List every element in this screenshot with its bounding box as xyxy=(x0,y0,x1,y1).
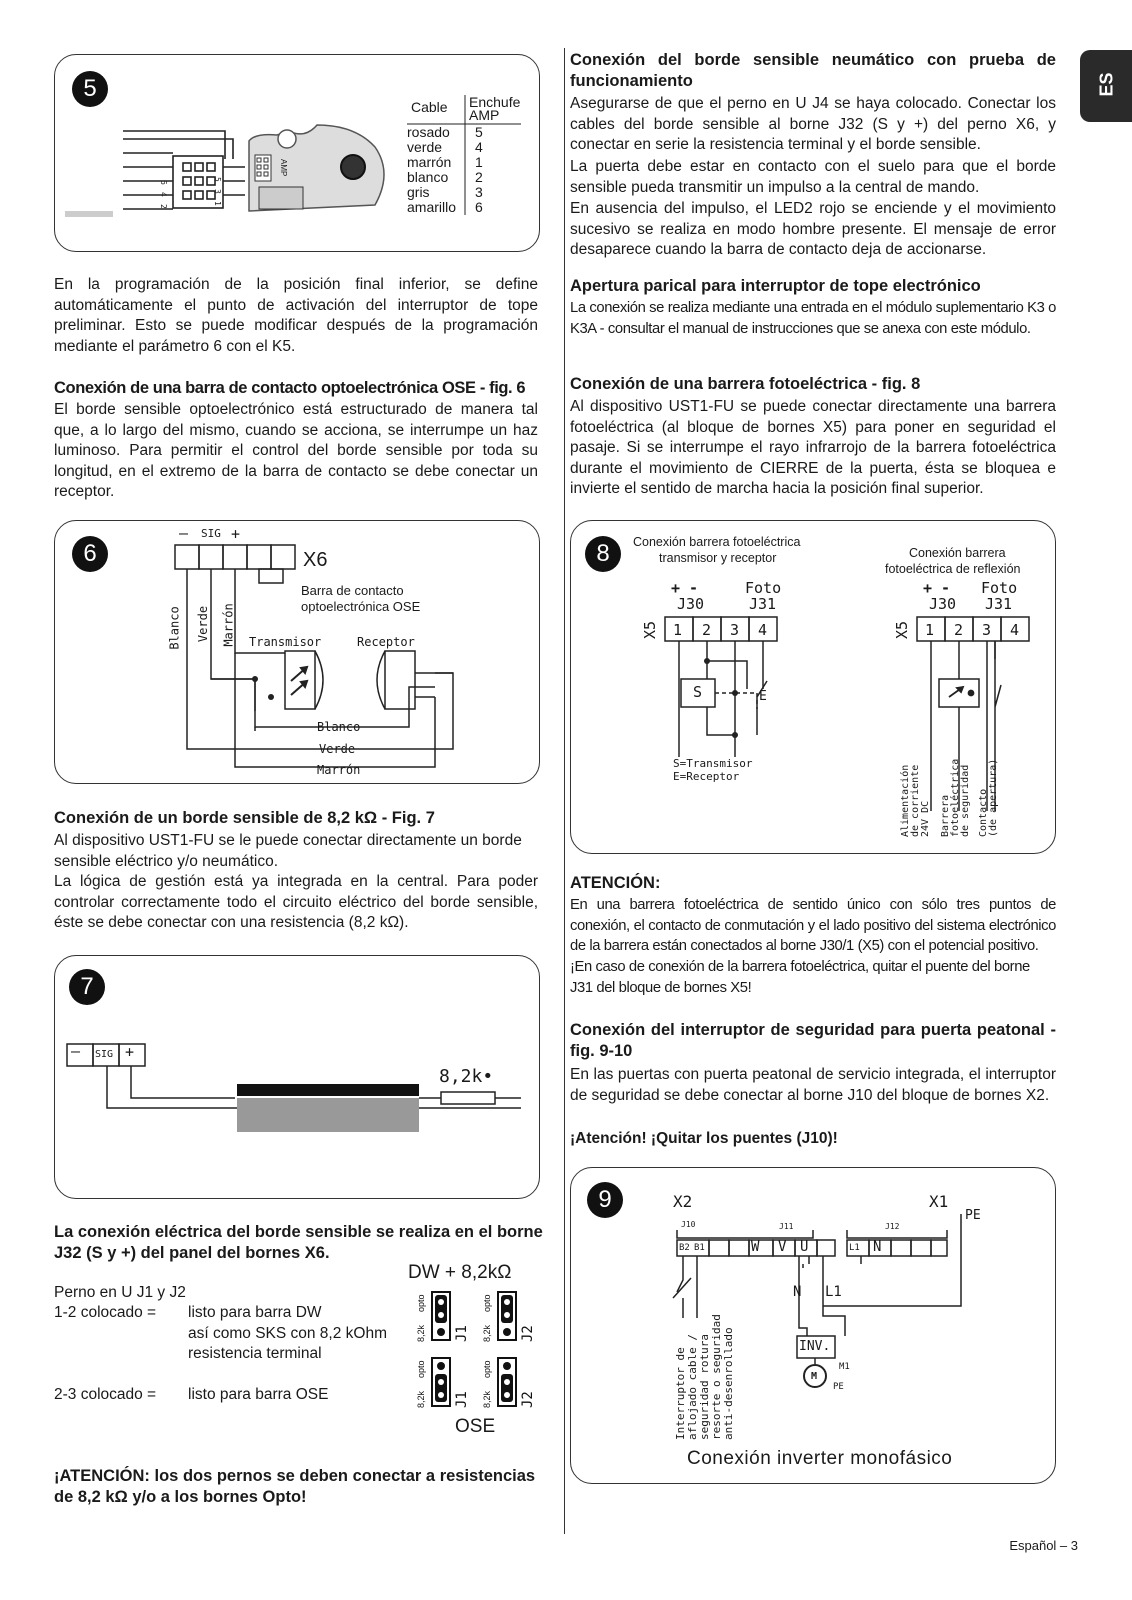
paragraph-8-2k-a: Al dispositivo UST1-FU se le puede conectar directamente un borde sensible eléctrico y/o neumático. xyxy=(54,832,522,870)
fig8-n2-right: 2 xyxy=(954,621,964,639)
u-label: U xyxy=(800,1239,809,1255)
language-tab xyxy=(1080,50,1132,122)
heading-photocell: Conexión de una barrera fotoeléctrica - fig. 8 xyxy=(570,375,921,393)
cable-header: Cable xyxy=(411,99,448,115)
fig8-n4-right: 4 xyxy=(1010,621,1020,639)
j1-top: J1 xyxy=(454,1325,470,1342)
jumper-82k-2: 8,2k xyxy=(482,1324,492,1342)
heading-partial: Apertura parical para interruptor de tope electrónico xyxy=(570,277,981,295)
bottom-blanco: Blanco xyxy=(317,720,361,734)
heading-8-2k: Conexión de un borde sensible de 8,2 kΩ - Fig. 7 xyxy=(54,809,435,827)
terminal-plus: + xyxy=(231,525,241,543)
fig8-e-box: E xyxy=(759,689,767,704)
svg-text:2: 2 xyxy=(159,204,168,209)
fig8-title-1a: Conexión barrera fotoeléctrica xyxy=(633,535,801,549)
fig8-x5-right: X5 xyxy=(893,620,912,640)
fig8-n1-left: 1 xyxy=(673,621,683,639)
paragraph-pneumatic-2: La puerta debe estar en contacto con el suelo para que el borde sensible pueda transmitir un impulso a la central de mando. xyxy=(570,158,1056,196)
j2-top: J2 xyxy=(520,1325,536,1342)
fig8-n3-left: 3 xyxy=(730,621,740,639)
terminal-minus: – xyxy=(179,524,189,542)
bottom-verde: Verde xyxy=(319,742,356,756)
paragraph-8-2k-b: La lógica de gestión está ya integrada en la central. Para poder controlar correctamente todo el circuito eléctrico del borde sensible, éste se debe conectar con una resistencia (8,2 kΩ). xyxy=(54,873,538,931)
paragraph-photocell: Al dispositivo UST1-FU se puede conectar directamente una barrera fotoeléctrica (al bloque de bornes X5) para poner en seguridad el pasaje. Si se interrumpe el rayo infrarrojo de la barrera fotoeléctrica durante el movimiento de CIERRE de la puerta, ésta se bloquea e invierte el sentido de marcha hacia la posición final superior. xyxy=(570,398,1056,497)
figure-6 xyxy=(54,520,540,784)
table-row: blanco 2 xyxy=(407,169,483,185)
amp-label: AMP xyxy=(279,159,288,177)
table-row: marrón 1 xyxy=(407,154,483,170)
perno-12-val3: resistencia terminal xyxy=(188,1345,322,1362)
inverter-label: INV. xyxy=(799,1339,831,1354)
fig8-j30-left: J30 xyxy=(677,595,705,613)
language-tab-label: ES xyxy=(1096,72,1117,97)
dw-label: DW + 8,2kΩ xyxy=(408,1262,512,1283)
receiver-label: Receptor xyxy=(357,635,415,649)
perno-12-val2: así como SKS con 8,2 kOhm xyxy=(188,1325,388,1342)
j2-bottom: J2 xyxy=(520,1391,536,1408)
b1-label: B1 xyxy=(694,1243,705,1253)
jumper-82k-3: 8,2k xyxy=(416,1390,426,1408)
bar-label-2: optoelectrónica OSE xyxy=(301,599,421,614)
fig8-title-2a: Conexión barrera xyxy=(909,546,1006,560)
paragraph-partial: La conexión se realiza mediante una entrada en el módulo suplementario K3 o K3A - consultar el manual de instrucciones que se anexa con este módulo. xyxy=(570,300,1056,337)
table-row: verde 4 xyxy=(407,139,483,155)
figure-6-drawing xyxy=(55,521,539,783)
x1-label: X1 xyxy=(929,1192,949,1211)
wire-marron: Marrón xyxy=(221,603,236,647)
fig8-title-1b: transmisor y receptor xyxy=(659,551,777,565)
fig8-pm-right: + - xyxy=(923,579,951,597)
attention-bridges: ¡Atención! ¡Quitar los puentes (J10)! xyxy=(570,1130,838,1147)
heading-attention: ATENCIÓN: xyxy=(570,874,661,892)
figure-9 xyxy=(570,1167,1056,1484)
j10-label: J10 xyxy=(681,1220,696,1229)
j12-label: J12 xyxy=(885,1222,900,1231)
motor-label: M xyxy=(811,1371,818,1382)
perno-23-val: listo para barra OSE xyxy=(188,1386,329,1403)
figure-6-number: 6 xyxy=(72,536,108,572)
jumper-opto-1: opto xyxy=(416,1294,426,1312)
fig8-j31-left: J31 xyxy=(749,595,777,613)
table-row: amarillo 6 xyxy=(407,199,483,215)
paragraph-attention-2: ¡En caso de conexión de la barrera fotoeléctrica, quitar el puente del borne J31 del bloque de bornes X5! xyxy=(570,959,1030,996)
column-divider xyxy=(564,48,565,1534)
fig8-j31-right: J31 xyxy=(985,595,1013,613)
bar-label-1: Barra de contacto xyxy=(301,583,404,598)
n-terminal: N xyxy=(873,1239,882,1255)
fig8-s-box: S xyxy=(693,683,703,701)
fig8-j30-right: J30 xyxy=(929,595,957,613)
transmitter-label: Transmisor xyxy=(249,635,322,649)
heading-safety: Conexión del interruptor de seguridad para puerta peatonal - fig. 9-10 xyxy=(570,1021,1056,1060)
paragraph-pneumatic-3: En ausencia del impulso, el LED2 rojo se enciende y el movimiento sucesivo se realiza en modo hombre presente. El mensaje de error desaparece cuando la barra de contacto deja de accionarse. xyxy=(570,200,1056,258)
fig8-s-legend: S=Transmisor xyxy=(673,757,753,770)
jumper-opto-2: opto xyxy=(482,1294,492,1312)
fig9-vertical-labels: Interruptor de aflojado cable / seguridad rotura resorte o seguridad anti-desenrollado xyxy=(674,1314,735,1440)
x2-label: X2 xyxy=(673,1192,693,1211)
fig7-plus: + xyxy=(125,1043,135,1061)
perno-12-val1: listo para barra DW xyxy=(188,1304,322,1321)
heading-ose: Conexión de una barra de contacto optoelectrónica OSE - fig. 6 xyxy=(54,379,526,397)
fig8-vertical-labels: Alimentación de corriente 24V DC Barrera fotoeléctrica de seguridad Contacto (de apertura) xyxy=(900,758,999,837)
plug-header: Enchufe xyxy=(469,94,521,110)
l1-wire-label: L1 xyxy=(825,1284,842,1300)
svg-text:4: 4 xyxy=(159,192,168,197)
page-footer: Español – 3 xyxy=(1009,1538,1078,1553)
fig8-foto-left: Foto xyxy=(745,579,782,597)
perno-12-key: 1-2 colocado = xyxy=(54,1304,157,1321)
heading-pneumatic: Conexión del borde sensible neumático con prueba de funcionamiento xyxy=(570,51,1056,90)
fig8-n2-left: 2 xyxy=(702,621,712,639)
fig7-sig: SIG xyxy=(95,1049,114,1060)
plug-header-2: AMP xyxy=(469,107,500,123)
fig8-n4-left: 4 xyxy=(758,621,768,639)
figure-5 xyxy=(54,54,540,252)
j1-bottom: J1 xyxy=(454,1391,470,1408)
fig8-foto-right: Foto xyxy=(981,579,1018,597)
bottom-marron: Marrón xyxy=(317,763,361,777)
terminal-sig: SIG xyxy=(201,527,221,540)
table-row: gris 3 xyxy=(407,184,483,200)
j11-label: J11 xyxy=(779,1222,794,1231)
figure-5-number: 5 xyxy=(72,71,108,107)
ose-label: OSE xyxy=(455,1416,496,1437)
x6-label: X6 xyxy=(303,549,328,571)
svg-text:1: 1 xyxy=(213,201,222,206)
v-label: V xyxy=(778,1239,787,1255)
figure-7-number: 7 xyxy=(69,969,105,1005)
cable-table xyxy=(407,125,483,215)
figure-9-number: 9 xyxy=(587,1182,623,1218)
paragraph-safety: En las puertas con puerta peatonal de servicio integrada, el interruptor de seguridad se debe conectar al borne J10 del bloque de bornes X2. xyxy=(570,1066,1056,1104)
paragraph-limit-switch: En la programación de la posición final inferior, se define automáticamente el punto de activación del interruptor de tope preliminar. Esto se puede modificar después de la programación mediante el parámetro 6 con el K5. xyxy=(54,276,538,355)
wire-blanco: Blanco xyxy=(167,606,182,650)
svg-text:5: 5 xyxy=(213,177,222,182)
jumper-opto-3: opto xyxy=(416,1360,426,1378)
fig7-minus: – xyxy=(71,1042,81,1060)
fig9-caption: Conexión inverter monofásico xyxy=(687,1448,953,1469)
jumper-opto-4: opto xyxy=(482,1360,492,1378)
fig8-title-2b: fotoeléctrica de reflexión xyxy=(885,562,1021,576)
paragraph-ose: El borde sensible optoelectrónico está estructurado de manera tal que, a lo largo del mismo, cuando se acciona, se interrumpe un haz luminoso. Para permitir el control del borde sensible por toda su longitud, en el extremo de la barra de contacto se debe conectar un receptor. xyxy=(54,401,538,500)
pe-motor-label: PE xyxy=(833,1382,844,1392)
attention-jumpers: ¡ATENCIÓN: los dos pernos se deben conectar a resistencias de 8,2 kΩ y/o a los bornes Opto! xyxy=(54,1467,536,1506)
heading-connection: La conexión eléctrica del borde sensible se realiza en el borne J32 (S y +) del panel del bornes X6. xyxy=(54,1223,543,1262)
paragraph-pneumatic-1: Asegurarse de que el perno en U J4 se haya colocado. Conectar los cables del borde sensible al borne J32 (S y +) del perno X6, y conectar en serie la resistencia terminal y el borde sensible. xyxy=(570,95,1056,153)
figure-8-number: 8 xyxy=(585,536,621,572)
table-row: rosado 5 xyxy=(407,124,483,140)
pe-label: PE xyxy=(965,1208,981,1223)
fig8-e-legend: E=Receptor xyxy=(673,770,740,783)
fig8-pm-left: + - xyxy=(671,579,699,597)
jumper-82k-1: 8,2k xyxy=(416,1324,426,1342)
l1-terminal: L1 xyxy=(849,1243,860,1253)
n-wire-label: N xyxy=(793,1284,802,1300)
figure-7 xyxy=(54,955,540,1199)
perno-title: Perno en U J1 y J2 xyxy=(54,1284,186,1301)
wire-verde: Verde xyxy=(196,605,211,643)
jumper-diagram xyxy=(410,1288,540,1414)
perno-23-key: 2-3 colocado = xyxy=(54,1386,157,1403)
jumper-82k-4: 8,2k xyxy=(482,1390,492,1408)
svg-text:3: 3 xyxy=(213,189,222,194)
b2-label: B2 xyxy=(679,1243,690,1253)
fig8-n3-right: 3 xyxy=(982,621,992,639)
resistor-label: 8,2k• xyxy=(439,1066,494,1087)
m1-label: M1 xyxy=(839,1362,850,1372)
paragraph-attention-1: En una barrera fotoeléctrica de sentido único con sólo tres puntos de conexión, el contacto de conmutación y el lado positivo del sistema electrónico de la barrera están conectados al borne J30/1 (X5) con el potencial positivo. xyxy=(570,897,1056,954)
fig8-n1-right: 1 xyxy=(925,621,935,639)
fig8-x5-left: X5 xyxy=(641,620,660,640)
figure-9-drawing xyxy=(571,1168,1055,1483)
figure-8 xyxy=(570,520,1056,854)
w-label: W xyxy=(751,1239,760,1255)
svg-text:6: 6 xyxy=(159,180,168,185)
